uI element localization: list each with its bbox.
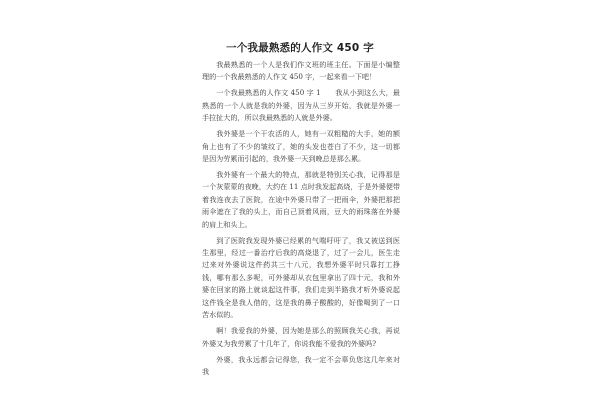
document-title: 一个我最熟悉的人作文 450 字	[226, 42, 374, 54]
paragraph: 一个我最熟悉的人作文 450 字 1 我从小到这么大，最熟悉的一个人就是我的外婆，因为从三岁开始，我就是外婆一手拉扯大的，所以我最熟悉的人就是外婆。	[202, 88, 400, 123]
paragraph: 到了医院我发现外婆已经累的气喘吁吁了，我又被送到医生那里，经过一番治疗后我的高烧退了，过了一会儿，医生走过来对外婆说这件药共三十八元，我想外婆平时只靠打工挣钱，哪有那么多呢，可外婆却从衣包里拿出了四十元，我和外婆在回家的路上就谈起这件事，我们走到半路我才听外婆说起这件钱全是我人借的，这是我的鼻子酸酸的，好像喝到了一口苦水似的。	[202, 235, 400, 320]
paragraph: 我最熟悉的一个人是我们作文班的班主任。下面是小编整理的一个我最熟悉的人作文 450 字，一起来看一下吧！	[202, 60, 400, 82]
document-body	[202, 59, 400, 382]
paragraph: 外婆，我永远都会记得您，我一定不会辜负您这几年来对我	[202, 354, 400, 376]
paragraph: 啊！我爱我的外婆，因为她是那么的照顾我关心我，再说外婆又为我劳累了十几年了，你说我能不爱我的外婆吗?	[202, 326, 400, 348]
paragraph: 我外婆有一个最大的特点，那就是特别关心我，记得那是一个灰蒙蒙的夜晚，大约在 11 点时我发起高烧，于是外婆便带着我连夜去了医院，在途中外婆只带了一把雨伞，外婆把那把雨伞遮在了我的头上，而自己顶着风雨，豆大的雨珠落在外婆的肩上和头上。	[202, 170, 400, 229]
paragraph: 我外婆是一个干农活的人，她有一双粗糙的大手，她的额角上也有了不少的皱纹了，她的头发也苍白了不少，这一切都是因为劳累而引起的，我外婆一天到晚总是那么累。	[202, 129, 400, 164]
